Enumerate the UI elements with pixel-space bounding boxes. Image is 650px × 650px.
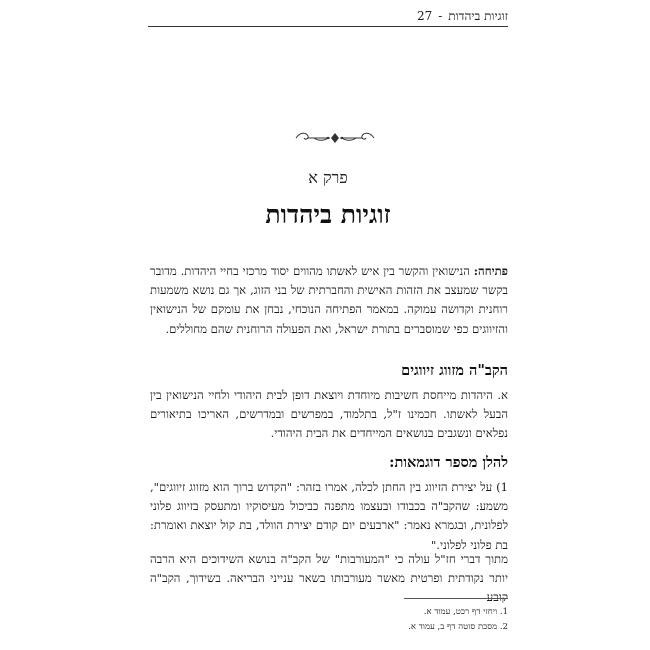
section1-heading: הקב"ה מזווג זיווגים <box>401 362 508 379</box>
footnote-1: 1. ויחזי דף רכט, עמוד א. <box>423 607 508 617</box>
intro-text: הנישואין והקשר בין איש לאשתו מהווים יסוד מרכזי בחיי היהדות. מדובר בקשר שמעצב את הזהות האישית והחברתית של בני הזוג, אך גם נושא משמעות רוחנית וקדושה עמוקה. במאמר הפתיחה הנוכחי, נבחן את עומקם של הנישואין והזיווגים כפי שמוסברים בתורת ישראל, ואת הפעולה הרוחנית שהם מחוללים. <box>150 264 508 336</box>
chapter-label: פרק א <box>308 168 348 187</box>
page-number: 27 <box>416 9 433 23</box>
section2-paragraph-1: 1) על יצירת הזיווג בין החתן לכלה, אמרו בזהר: "הקדוש ברוך הוא מזווג זיווגים", משמע: שהקב"ה בכבודו ובעצמו מתפנה כביכול מעיסוקיו ומתעסק בזיווג פלוני לפלונית, ובגמרא נאמר: "ארבעים יום קודם יצירת הוולד, בת קול יוצאת ואומרת: בת פלוני לפלוני." <box>150 480 508 552</box>
section2-heading: להלן מספר דוגמאות: <box>389 454 508 471</box>
chapter-ornament-icon <box>292 130 378 146</box>
chapter-title: זוגיות ביהדות <box>265 200 391 229</box>
running-header <box>148 5 508 27</box>
header-rule <box>148 26 508 27</box>
section1-paragraph: א. היהדות מייחסת חשיבות מיוחדת ויוצאת דופן לבית היהודי ולחיי הנישואין בין הבעל לאשתו. חכמינו ז"ל, בתלמוד, במפרשים ובמדרשים, האריכו בתיאורים נפלאים ונשגבים בנושאים המייחדים את הבית היהודי. <box>150 388 508 441</box>
intro-paragraph <box>150 262 508 339</box>
section2-paragraph-2: מתוך דברי חז"ל עולה כי "המעורבות" של הקב"ה בנושא השידוכים היא הרבה יותר נקודתית ופרטית מאשר מעורבותו בשאר ענייני הבריאה. בשידוך, הקב"ה קובע <box>150 552 508 605</box>
intro-lead: פתיחה: <box>473 264 508 278</box>
footnote-rule <box>404 598 508 599</box>
running-header-title: זוגיות ביהדות <box>448 8 508 23</box>
running-header-separator: - <box>438 9 443 23</box>
footnote-2: 2. מסכת סוטה דף ב, עמוד א. <box>408 622 508 632</box>
